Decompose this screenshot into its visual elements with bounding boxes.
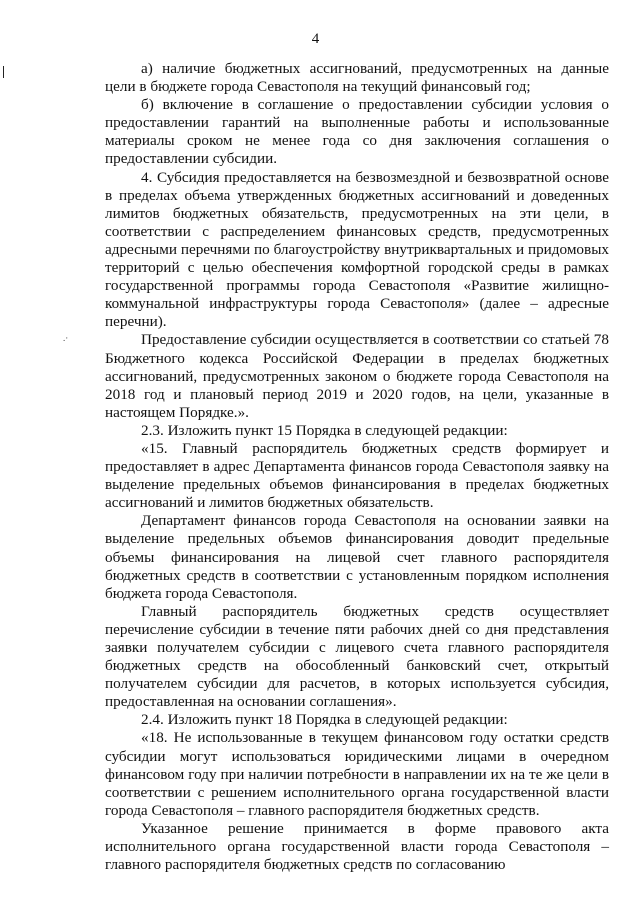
paragraph-2-3-heading: 2.3. Изложить пункт 15 Порядка в следующей редакции:	[141, 421, 508, 439]
paragraph-item-a: а) наличие бюджетных ассигнований, предусмотренных на данные цели в бюджете города Севастополя на текущий финансовый год;	[105, 60, 609, 96]
paragraph-subsidy-provision: Предоставление субсидии осуществляется в соответствии со статьей 78 Бюджетного кодекса Российской Федерации в пределах бюджетных ассигнований, предусмотренных законом о бюджете города Севастополя на 2018 год и плановый период 2019 и 2020 годов, на цели, указанные в настоящем Порядке.».	[105, 331, 609, 421]
paragraph-point-4: 4. Субсидия предоставляется на безвозмездной и безвозвратной основе в пределах объема утвержденных бюджетных ассигнований и доведенных лимитов бюджетных обязательств, предусмотренных на эти цели, в соответствии с распределением финансовых средств, предусмотренных адресными перечнями по благоустройству внутриквартальных и придомовых территорий с целью обеспечения комфортной городской среды в рамках государственной программы города Севастополя «Развитие жилищно-коммунальной инфраструктуры города Севастополя» (далее – адресные перечни).	[105, 168, 609, 331]
page-number: 4	[311, 31, 320, 47]
paragraph-2-4-heading: 2.4. Изложить пункт 18 Порядка в следующей редакции:	[141, 711, 508, 729]
paragraph-item-b: б) включение в соглашение о предоставлении субсидии условия о предоставлении гарантий на выполненные работы и использованные материалы сроком не менее года со дня заключения соглашения о предоставлении субсидии.	[105, 96, 609, 168]
margin-dots: .·	[63, 333, 69, 343]
paragraph-finance-department: Департамент финансов города Севастополя на основании заявки на выделение предельных объемов финансирования доводит предельные объемы финансирования на лицевой счет главного распорядителя бюджетных средств в соответствии с установленным порядком исполнения бюджета города Севастополя.	[105, 512, 609, 602]
paragraph-decision: Указанное решение принимается в форме правового акта исполнительного органа государственной власти города Севастополя – главного распорядителя бюджетных средств по согласованию	[105, 819, 609, 874]
paragraph-chief-manager: Главный распорядитель бюджетных средств осуществляет перечисление субсидии в течение пяти рабочих дней со дня представления заявки получателем субсидии с лицевого счета главного распорядителя бюджетных средств на обособленный банковский счет, открытый получателем субсидии для расчетов, в которых используется субсидия, предоставленная на основании соглашения».	[105, 602, 609, 711]
paragraph-point-18: «18. Не использованные в текущем финансовом году остатки средств субсидии могут использоваться юридическими лицами в очередном финансовом году при наличии потребности в направлении их на те же цели в соответствии с решением исполнительного органа государственной власти города Севастополя – главного распорядителя бюджетных средств.	[105, 729, 609, 819]
document-body	[105, 60, 609, 874]
paragraph-point-15: «15. Главный распорядитель бюджетных средств формирует и предоставляет в адрес Департамента финансов города Севастополя заявку на выделение предельных объемов финансирования в пределах бюджетных ассигнований и лимитов бюджетных обязательств.	[105, 439, 609, 512]
margin-mark	[3, 66, 4, 78]
